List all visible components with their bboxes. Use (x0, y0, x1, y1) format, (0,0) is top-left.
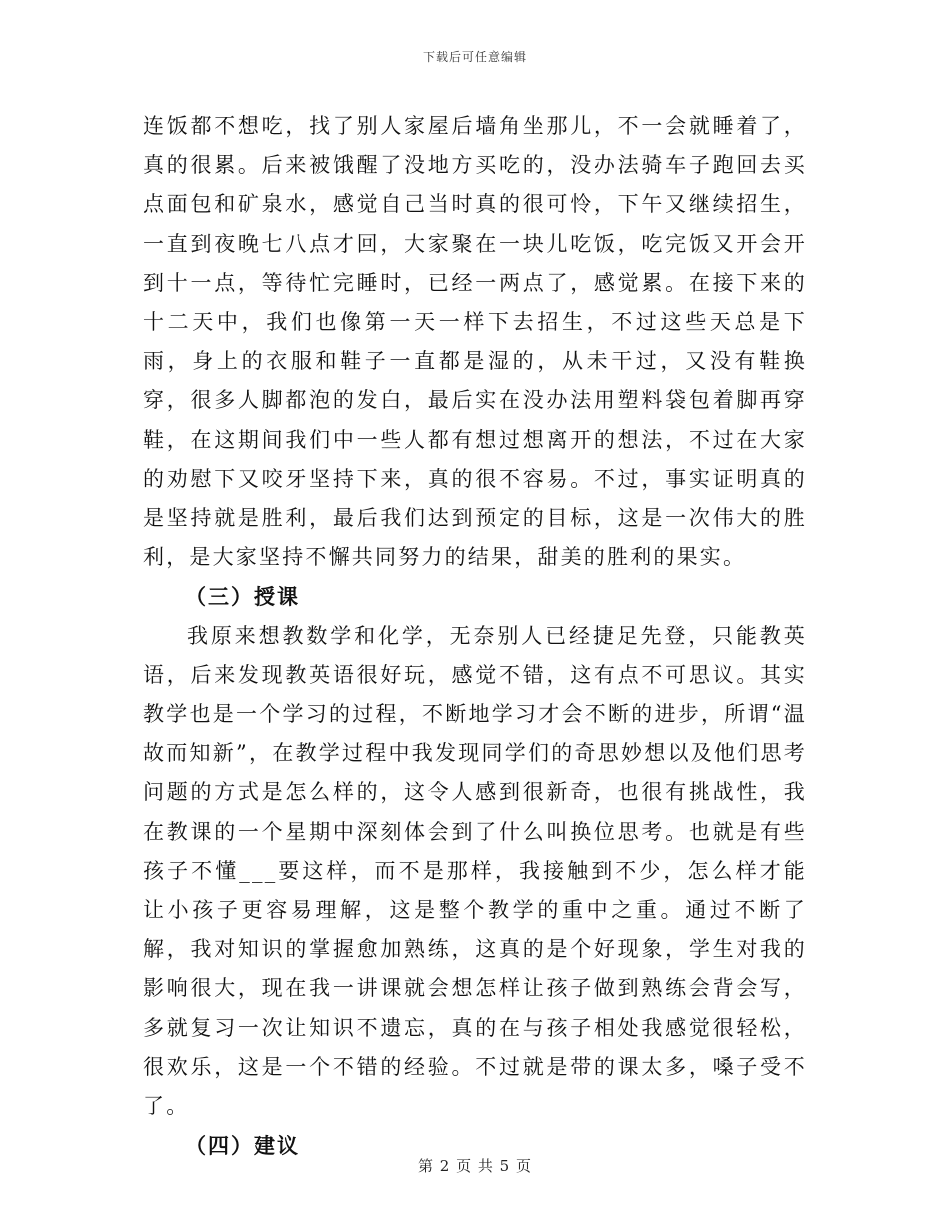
section-heading-teaching: （三）授课 (185, 584, 300, 610)
page-content (143, 107, 807, 1165)
paragraph-teaching: 我原来想教数学和化学，无奈别人已经捷足先登，只能教英语，后来发现教英语很好玩，感觉不错，这有点不可思议。其实教学也是一个学习的过程，不断地学习才会不断的进步，所谓“温故而知新”，在教学过程中我发现同学们的奇思妙想以及他们思考问题的方式是怎么样的，这令人感到很新奇，也很有挑战性，我在教课的一个星期中深刻体会到了什么叫换位思考。也就是有些孩子不懂___要这样，而不是那样，我接触到不少，怎么样才能让小孩子更容易理解，这是整个教学的重中之重。通过不断了解，我对知识的掌握愈加熟练，这真的是个好现象，学生对我的影响很大，现在我一讲课就会想怎样让孩子做到熟练会背会写，多就复习一次让知识不遗忘，真的在与孩子相处我感觉很轻松，很欢乐，这是一个不错的经验。不过就是带的课太多，嗓子受不了。 (143, 623, 807, 1119)
page-header: 下载后可任意编辑 (422, 50, 527, 64)
page-number-footer: 第 2 页 共 5 页 (418, 1157, 532, 1175)
paragraph-recruitment-continued: 连饭都不想吃，找了别人家屋后墙角坐那儿，不一会就睡着了，真的很累。后来被饿醒了没地方买吃的，没办法骑车子跑回去买点面包和矿泉水，感觉自己当时真的很可怜，下午又继续招生，一直到夜晚七八点才回，大家聚在一块儿吃饭，吃完饭又开会开到十一点，等待忙完睡时，已经一两点了，感觉累。在接下来的十二天中，我们也像第一天一样下去招生，不过这些天总是下雨，身上的衣服和鞋子一直都是湿的，从未干过，又没有鞋换穿，很多人脚都泡的发白，最后实在没办法用塑料袋包着脚再穿鞋，在这期间我们中一些人都有想过想离开的想法，不过在大家的劝慰下又咬牙坚持下来，真的很不容易。不过，事实证明真的是坚持就是胜利，最后我们达到预定的目标，这是一次伟大的胜利，是大家坚持不懈共同努力的结果，甜美的胜利的果实。 (143, 114, 807, 570)
section-heading-suggestions: （四）建议 (185, 1133, 300, 1159)
